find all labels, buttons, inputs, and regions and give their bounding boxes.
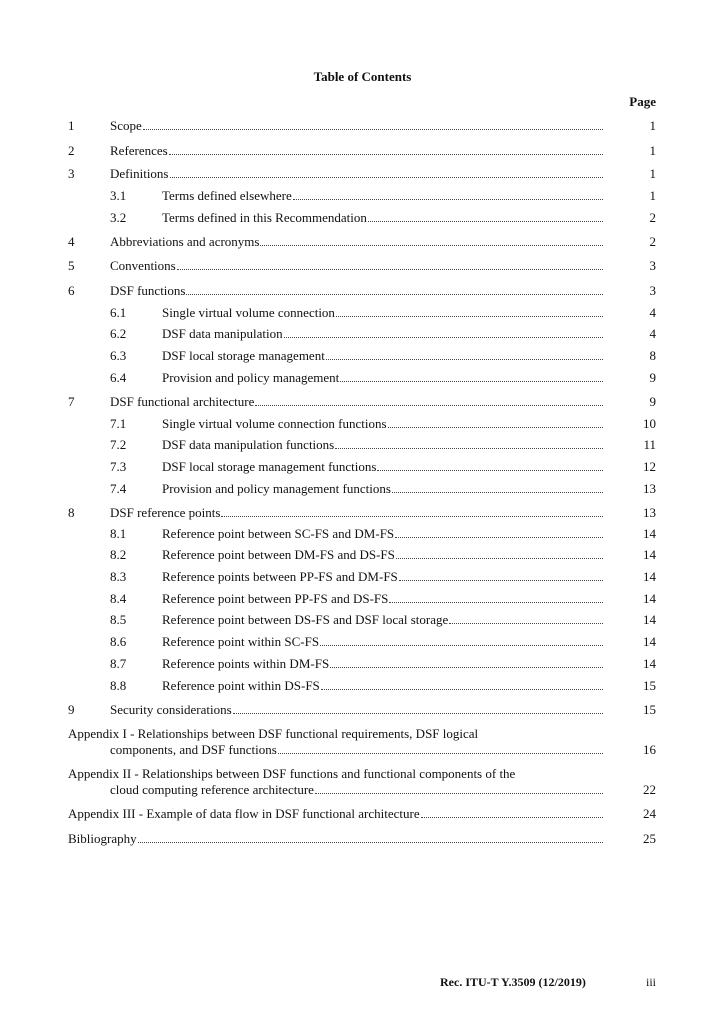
dot-leader: [169, 153, 603, 155]
toc-entry-number: 2: [68, 143, 75, 158]
toc-entry-label: Conventions: [110, 258, 176, 273]
toc-entry[interactable]: [0, 188, 725, 204]
dot-leader: [330, 666, 603, 668]
footer-page-number: iii: [645, 975, 656, 989]
dot-leader: [315, 792, 603, 794]
toc-entry-label: DSF local storage management functions: [162, 459, 377, 474]
dot-leader: [335, 447, 603, 449]
toc-entry-number: 3.2: [110, 210, 127, 225]
toc-entry[interactable]: [0, 437, 725, 453]
toc-entry-label: Abbreviations and acronyms: [110, 234, 260, 249]
dot-leader: [340, 380, 603, 382]
toc-entry[interactable]: [0, 656, 725, 672]
toc-entry-page: 13: [643, 505, 656, 520]
toc-entry-page: 9: [649, 370, 656, 385]
toc-entry-page: 3: [649, 258, 656, 273]
dot-leader: [186, 293, 603, 295]
dot-leader: [377, 469, 603, 471]
toc-entry-number: 6.1: [110, 305, 127, 320]
toc-entry-label: Single virtual volume connection functions: [162, 416, 387, 431]
toc-entry-page: 14: [643, 612, 656, 627]
toc-entry[interactable]: [0, 678, 725, 694]
dot-leader: [336, 315, 603, 317]
dot-leader: [255, 404, 603, 406]
toc-entry-number: 8.5: [110, 612, 127, 627]
toc-entry[interactable]: [0, 370, 725, 386]
dot-leader: [138, 841, 603, 843]
toc-entry-label: Reference points within DM-FS: [162, 656, 330, 671]
toc-entry[interactable]: [0, 416, 725, 432]
toc-entry-page: 4: [649, 305, 656, 320]
dot-leader: [449, 622, 603, 624]
toc-entry-page: 14: [643, 547, 656, 562]
toc-entry[interactable]: [0, 118, 725, 134]
page-title: Table of Contents: [313, 69, 412, 84]
toc-entry-label: Provision and policy management: [162, 370, 340, 385]
toc-entry-page: 14: [643, 569, 656, 584]
toc-entry-number: 8.2: [110, 547, 127, 562]
toc-entry-page: 15: [643, 702, 656, 717]
toc-entry-page: 14: [643, 526, 656, 541]
toc-entry-number: 8.7: [110, 656, 127, 671]
toc-entry-number: 5: [68, 258, 75, 273]
toc-entry[interactable]: [0, 591, 725, 607]
toc-entry-number: 7.2: [110, 437, 127, 452]
toc-entry[interactable]: [0, 166, 725, 182]
toc-entry[interactable]: [0, 258, 725, 274]
toc-entry-page: 9: [649, 394, 656, 409]
toc-entry-page: 1: [649, 166, 656, 181]
toc-entry-label: DSF data manipulation: [162, 326, 283, 341]
toc-entry[interactable]: [0, 283, 725, 299]
toc-entry-number: 7.4: [110, 481, 127, 496]
toc-entry[interactable]: [0, 348, 725, 364]
toc-appendix-page: 24: [643, 806, 656, 821]
toc-entry-number: 3: [68, 166, 75, 181]
toc-entry-label: Reference point between DM-FS and DS-FS: [162, 547, 395, 562]
toc-entry-page: 1: [649, 143, 656, 158]
toc-appendix-title-line2: Appendix III - Example of data flow in DSF functional architecture: [68, 806, 420, 821]
toc-entry-number: 6.4: [110, 370, 127, 385]
toc-entry-number: 7: [68, 394, 75, 409]
toc-entry[interactable]: [0, 394, 725, 410]
toc-appendix-title-line2: cloud computing reference architecture: [110, 782, 314, 797]
toc-entry[interactable]: [0, 505, 725, 521]
toc-appendix-title-line2: Bibliography: [68, 831, 137, 846]
toc-entry-page: 3: [649, 283, 656, 298]
toc-entry-page: 1: [649, 118, 656, 133]
toc-entry-number: 8.4: [110, 591, 127, 606]
toc-entry[interactable]: [0, 459, 725, 475]
toc-entry-page: 2: [649, 210, 656, 225]
toc-entry-number: 7.3: [110, 459, 127, 474]
toc-entry-label: DSF reference points: [110, 505, 221, 520]
dot-leader: [278, 752, 603, 754]
dot-leader: [260, 244, 603, 246]
toc-entry-label: Terms defined in this Recommendation: [162, 210, 367, 225]
toc-entry[interactable]: [0, 634, 725, 650]
toc-entry-label: DSF functions: [110, 283, 186, 298]
toc-entry-number: 8.1: [110, 526, 127, 541]
dot-leader: [392, 491, 603, 493]
toc-entry-page: 12: [643, 459, 656, 474]
dot-leader: [395, 536, 603, 538]
toc-entry-number: 7.1: [110, 416, 127, 431]
dot-leader: [368, 220, 603, 222]
toc-entry-label: Reference points between PP-FS and DM-FS: [162, 569, 398, 584]
toc-appendix-title-line1: Appendix II - Relationships between DSF functions and functional components of the: [68, 766, 516, 781]
toc-entry-page: 10: [643, 416, 656, 431]
toc-entry-page: 4: [649, 326, 656, 341]
toc-entry-number: 8.6: [110, 634, 127, 649]
toc-entry[interactable]: [0, 526, 725, 542]
toc-appendix-page: 22: [643, 782, 656, 797]
dot-leader: [170, 176, 604, 178]
toc-entry[interactable]: [0, 569, 725, 585]
toc-entry-number: 8.8: [110, 678, 127, 693]
toc-entry-label: Definitions: [110, 166, 169, 181]
dot-leader: [389, 601, 603, 603]
dot-leader: [388, 426, 603, 428]
toc-entry-label: Terms defined elsewhere: [162, 188, 292, 203]
toc-entry[interactable]: [0, 143, 725, 159]
toc-entry[interactable]: [0, 612, 725, 628]
dot-leader: [284, 336, 603, 338]
toc-entry-page: 14: [643, 656, 656, 671]
toc-entry[interactable]: [0, 702, 725, 718]
toc-entry-number: 3.1: [110, 188, 127, 203]
dot-leader: [326, 358, 603, 360]
toc-entry[interactable]: [0, 326, 725, 342]
toc-entry-page: 1: [649, 188, 656, 203]
toc-entry-label: Security considerations: [110, 702, 232, 717]
dot-leader: [293, 198, 603, 200]
dot-leader: [233, 712, 603, 714]
toc-appendix-title-line1: Appendix I - Relationships between DSF functional requirements, DSF logical: [68, 726, 479, 741]
toc-entry-number: 6.2: [110, 326, 127, 341]
toc-entry-label: Reference point within DS-FS: [162, 678, 320, 693]
dot-leader: [321, 688, 603, 690]
toc-entry-label: Single virtual volume connection: [162, 305, 335, 320]
toc-entry-number: 4: [68, 234, 75, 249]
toc-entry-page: 2: [649, 234, 656, 249]
toc-entry-label: DSF local storage management: [162, 348, 325, 363]
toc-appendix-title-line2: components, and DSF functions: [110, 742, 277, 757]
dot-leader: [396, 557, 603, 559]
toc-entry-label: DSF data manipulation functions: [162, 437, 335, 452]
dot-leader: [421, 816, 603, 818]
toc-entry-number: 6: [68, 283, 75, 298]
toc-entry-page: 15: [643, 678, 656, 693]
toc-entry-page: 11: [643, 437, 656, 452]
toc-entry-page: 13: [643, 481, 656, 496]
toc-entry-label: Reference point between PP-FS and DS-FS: [162, 591, 389, 606]
toc-entry-label: Reference point between SC-FS and DM-FS: [162, 526, 395, 541]
dot-leader: [399, 579, 603, 581]
toc-entry-page: 14: [643, 591, 656, 606]
dot-leader: [177, 268, 603, 270]
page-column-header: Page: [629, 94, 656, 109]
toc-appendix-page: 25: [643, 831, 656, 846]
toc-entry[interactable]: [0, 547, 725, 563]
toc-entry-number: 8: [68, 505, 75, 520]
toc-entry[interactable]: [0, 210, 725, 226]
toc-entry-number: 9: [68, 702, 75, 717]
dot-leader: [320, 644, 603, 646]
toc-entry[interactable]: [0, 305, 725, 321]
toc-entry-number: 8.3: [110, 569, 127, 584]
toc-entry[interactable]: [0, 481, 725, 497]
toc-entry-page: 8: [649, 348, 656, 363]
toc-entry-label: References: [110, 143, 168, 158]
toc-entry[interactable]: [0, 234, 725, 250]
dot-leader: [221, 515, 603, 517]
dot-leader: [143, 128, 603, 130]
toc-entry-label: DSF functional architecture: [110, 394, 255, 409]
toc-entry-label: Reference point within SC-FS: [162, 634, 320, 649]
toc-entry-label: Reference point between DS-FS and DSF local storage: [162, 612, 449, 627]
toc-entry-number: 1: [68, 118, 75, 133]
footer-reference: Rec. ITU-T Y.3509 (12/2019): [440, 975, 586, 989]
toc-entry-label: Scope: [110, 118, 142, 133]
toc-entry-number: 6.3: [110, 348, 127, 363]
toc-appendix-page: 16: [643, 742, 656, 757]
toc-entry-page: 14: [643, 634, 656, 649]
toc-entry-label: Provision and policy management functions: [162, 481, 391, 496]
